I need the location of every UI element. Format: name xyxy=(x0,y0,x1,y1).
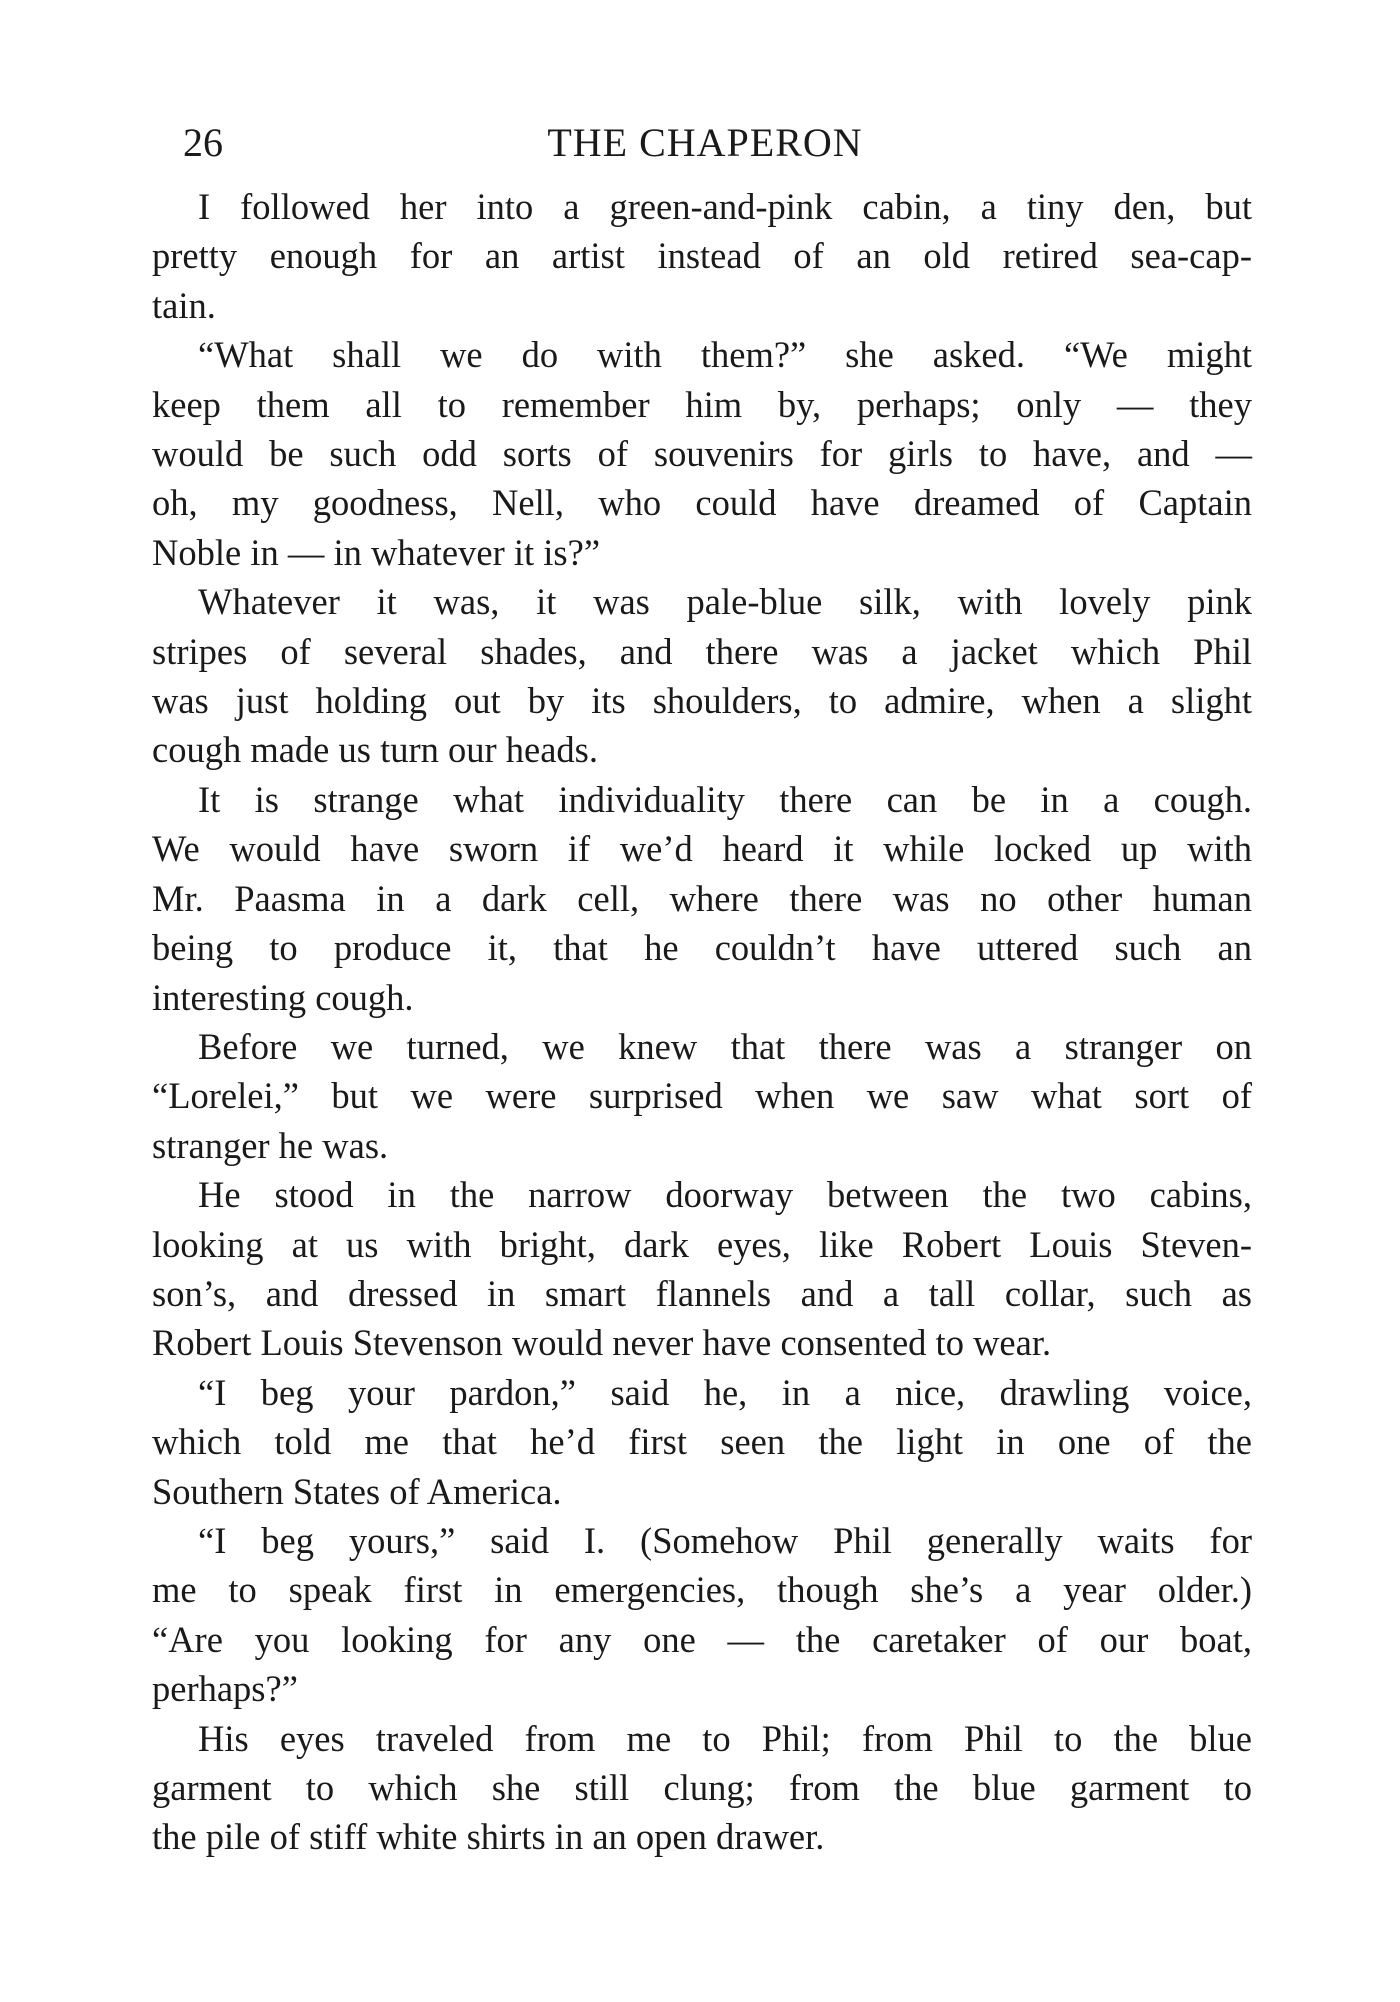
text-line: looking at us with bright, dark eyes, like Robert Louis Steven- xyxy=(152,1223,1252,1265)
paragraph xyxy=(152,1022,1252,1170)
paragraph xyxy=(152,1516,1252,1714)
text-line: “Are you looking for any one — the caretaker of our boat, xyxy=(152,1618,1252,1660)
text-line: It is strange what individuality there can be in a cough. xyxy=(198,778,1252,820)
text-line: stripes of several shades, and there was a jacket which Phil xyxy=(152,630,1252,672)
text-line: oh, my goodness, Nell, who could have dreamed of Captain xyxy=(152,482,1252,524)
running-title: THE CHAPERON xyxy=(547,120,863,165)
text-line: Noble in — in whatever it is?” xyxy=(152,531,601,573)
text-line: garment to which she still clung; from the blue garment to xyxy=(152,1767,1252,1808)
text-line: Mr. Paasma in a dark cell, where there was no other human xyxy=(152,877,1252,919)
text-line: being to produce it, that he couldn’t have uttered such an xyxy=(152,927,1252,969)
text-line: pretty enough for an artist instead of an old retired sea-cap- xyxy=(152,235,1252,277)
paragraph xyxy=(152,182,1252,330)
body-text xyxy=(152,182,1252,1862)
paragraph xyxy=(152,775,1252,1022)
text-line: cough made us turn our heads. xyxy=(152,729,599,771)
text-line: stranger he was. xyxy=(152,1124,389,1166)
text-line: the pile of stiff white shirts in an open drawer. xyxy=(152,1816,825,1858)
text-line: which told me that he’d first seen the light in one of the xyxy=(152,1421,1252,1463)
text-line: son’s, and dressed in smart flannels and a tall collar, such as xyxy=(152,1272,1252,1314)
page-header xyxy=(155,118,1255,168)
paragraph xyxy=(152,577,1252,775)
paragraph xyxy=(152,1170,1252,1368)
text-line: “Lorelei,” but we were surprised when we saw what sort of xyxy=(152,1075,1252,1117)
text-line: perhaps?” xyxy=(152,1668,298,1710)
text-line: “I beg your pardon,” said he, in a nice, drawling voice, xyxy=(198,1371,1252,1413)
paragraph xyxy=(152,1368,1252,1516)
page-number: 26 xyxy=(183,120,223,165)
text-line: tain. xyxy=(152,284,216,326)
text-line: His eyes traveled from me to Phil; from Phil to the blue xyxy=(198,1717,1252,1759)
text-line: would be such odd sorts of souvenirs for girls to have, and — xyxy=(152,433,1252,475)
text-line: me to speak first in emergencies, though she’s a year older.) xyxy=(152,1569,1252,1611)
text-line: was just holding out by its shoulders, to admire, when a slight xyxy=(152,680,1252,722)
text-line: Whatever it was, it was pale-blue silk, with lovely pink xyxy=(198,581,1252,623)
text-line: Southern States of America. xyxy=(152,1470,562,1512)
text-line: interesting cough. xyxy=(152,976,414,1018)
text-line: “I beg yours,” said I. (Somehow Phil generally waits for xyxy=(198,1519,1252,1561)
paragraph xyxy=(152,1714,1252,1862)
text-line: Before we turned, we knew that there was a stranger on xyxy=(198,1025,1252,1067)
text-line: “What shall we do with them?” she asked. “We might xyxy=(198,334,1252,376)
text-line: We would have sworn if we’d heard it while locked up with xyxy=(152,828,1252,870)
paragraph xyxy=(152,330,1252,577)
text-line: He stood in the narrow doorway between the two cabins, xyxy=(198,1174,1252,1216)
text-line: Robert Louis Stevenson would never have consented to wear. xyxy=(152,1322,1052,1364)
text-line: I followed her into a green-and-pink cabin, a tiny den, but xyxy=(198,186,1252,227)
text-line: keep them all to remember him by, perhaps; only — they xyxy=(152,383,1252,425)
